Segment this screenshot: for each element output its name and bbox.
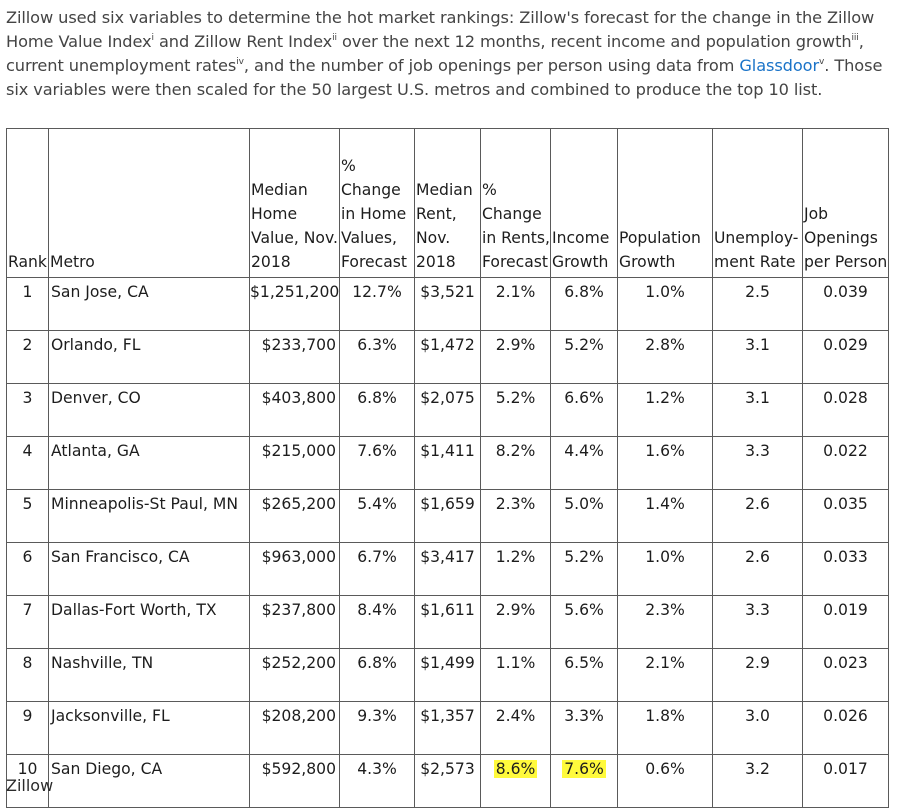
home-value-cell: $592,800 <box>250 755 340 808</box>
population-cell: 2.3% <box>618 596 713 649</box>
rent-change-cell: 2.1% <box>481 278 551 331</box>
population-cell: 2.1% <box>618 649 713 702</box>
metro-cell: San Jose, CA <box>49 278 250 331</box>
intro-paragraph <box>6 6 902 102</box>
unemployment-cell: 3.3 <box>713 437 803 490</box>
metro-cell: San Francisco, CA <box>49 543 250 596</box>
population-cell: 1.0% <box>618 278 713 331</box>
metro-cell: Minneapolis-St Paul, MN <box>49 490 250 543</box>
header-median-rent: Median Rent, Nov. 2018 <box>415 129 481 278</box>
rank-cell: 9 <box>7 702 49 755</box>
hot-markets-table <box>6 128 889 808</box>
rent-cell: $2,573 <box>415 755 481 808</box>
unemployment-cell: 2.6 <box>713 543 803 596</box>
rent-change-cell <box>481 755 551 808</box>
metro-cell: Dallas-Fort Worth, TX <box>49 596 250 649</box>
unemployment-cell: 3.1 <box>713 384 803 437</box>
income-cell: 4.4% <box>551 437 618 490</box>
footnote-ref-iv[interactable]: iv <box>236 57 244 67</box>
header-job-openings: Job Openings per Person <box>803 129 889 278</box>
income-cell: 6.6% <box>551 384 618 437</box>
rent-cell: $1,499 <box>415 649 481 702</box>
jobs-cell: 0.035 <box>803 490 889 543</box>
footnote-ref-i[interactable]: i <box>151 33 154 43</box>
home-value-cell: $1,251,200 <box>250 278 340 331</box>
table-row <box>7 490 889 543</box>
home-change-cell: 12.7% <box>340 278 415 331</box>
rent-change-cell: 1.2% <box>481 543 551 596</box>
unemployment-cell: 3.0 <box>713 702 803 755</box>
intro-text-4: , current unemployment rates <box>6 32 864 75</box>
rent-cell: $1,611 <box>415 596 481 649</box>
table-header-row <box>7 129 889 278</box>
rank-cell: 5 <box>7 490 49 543</box>
metro-cell: Denver, CO <box>49 384 250 437</box>
footnote-ref-iii[interactable]: iii <box>851 33 859 43</box>
highlighted-rent-change: 8.6% <box>495 760 536 778</box>
intro-text-2: and Zillow Rent Index <box>153 32 333 51</box>
income-cell <box>551 755 618 808</box>
home-value-cell: $252,200 <box>250 649 340 702</box>
jobs-cell: 0.029 <box>803 331 889 384</box>
table-row <box>7 278 889 331</box>
home-value-cell: $403,800 <box>250 384 340 437</box>
table-row <box>7 596 889 649</box>
population-cell: 1.8% <box>618 702 713 755</box>
unemployment-cell: 3.3 <box>713 596 803 649</box>
metro-cell: Jacksonville, FL <box>49 702 250 755</box>
header-income-growth: Income Growth <box>551 129 618 278</box>
home-value-cell: $233,700 <box>250 331 340 384</box>
income-cell: 5.0% <box>551 490 618 543</box>
home-value-cell: $265,200 <box>250 490 340 543</box>
home-value-cell: $215,000 <box>250 437 340 490</box>
rent-change-cell: 2.4% <box>481 702 551 755</box>
table-row <box>7 649 889 702</box>
header-rent-change: % Change in Rents, Forecast <box>481 129 551 278</box>
header-population-growth: Population Growth <box>618 129 713 278</box>
metro-cell: San Diego, CA <box>49 755 250 808</box>
home-change-cell: 6.8% <box>340 384 415 437</box>
rent-cell: $1,659 <box>415 490 481 543</box>
unemployment-cell: 3.2 <box>713 755 803 808</box>
rent-change-cell: 2.3% <box>481 490 551 543</box>
metro-cell: Atlanta, GA <box>49 437 250 490</box>
home-change-cell: 7.6% <box>340 437 415 490</box>
rent-change-cell: 2.9% <box>481 331 551 384</box>
home-value-cell: $963,000 <box>250 543 340 596</box>
income-cell: 5.2% <box>551 543 618 596</box>
unemployment-cell: 3.1 <box>713 331 803 384</box>
glassdoor-link[interactable]: Glassdoor <box>739 56 820 75</box>
metro-cell: Nashville, TN <box>49 649 250 702</box>
rent-change-cell: 1.1% <box>481 649 551 702</box>
rent-change-cell: 2.9% <box>481 596 551 649</box>
jobs-cell: 0.028 <box>803 384 889 437</box>
home-change-cell: 6.8% <box>340 649 415 702</box>
jobs-cell: 0.022 <box>803 437 889 490</box>
rent-cell: $2,075 <box>415 384 481 437</box>
income-cell: 6.8% <box>551 278 618 331</box>
jobs-cell: 0.033 <box>803 543 889 596</box>
jobs-cell: 0.023 <box>803 649 889 702</box>
rank-cell: 6 <box>7 543 49 596</box>
header-median-home-value: Median Home Value, Nov. 2018 <box>250 129 340 278</box>
highlighted-income-growth: 7.6% <box>564 760 604 778</box>
home-change-cell: 5.4% <box>340 490 415 543</box>
home-change-cell: 8.4% <box>340 596 415 649</box>
footnote-ref-ii[interactable]: ii <box>332 33 337 43</box>
home-change-cell: 6.7% <box>340 543 415 596</box>
rent-change-cell: 5.2% <box>481 384 551 437</box>
jobs-cell: 0.039 <box>803 278 889 331</box>
rank-cell: 8 <box>7 649 49 702</box>
rank-cell: 10 <box>7 755 49 808</box>
jobs-cell: 0.026 <box>803 702 889 755</box>
home-change-cell: 6.3% <box>340 331 415 384</box>
rank-cell: 4 <box>7 437 49 490</box>
rent-cell: $1,472 <box>415 331 481 384</box>
footnote-ref-v[interactable]: v <box>819 57 825 67</box>
population-cell: 0.6% <box>618 755 713 808</box>
header-home-value-change: % Change in Home Values, Forecast <box>340 129 415 278</box>
rank-cell: 3 <box>7 384 49 437</box>
home-change-cell: 9.3% <box>340 702 415 755</box>
intro-text-6: . Those six variables were then scaled for the 50 largest U.S. metros and combined to produce the top 10 list. <box>6 56 883 99</box>
header-rank: Rank <box>7 129 49 278</box>
population-cell: 1.2% <box>618 384 713 437</box>
table-row <box>7 702 889 755</box>
unemployment-cell: 2.9 <box>713 649 803 702</box>
intro-text-1: Zillow used six variables to determine the hot market rankings: Zillow's forecast for the change in the Zillow Home Value Index <box>6 8 875 51</box>
income-cell: 6.5% <box>551 649 618 702</box>
population-cell: 1.4% <box>618 490 713 543</box>
table-row <box>7 384 889 437</box>
table-row <box>7 437 889 490</box>
jobs-cell: 0.017 <box>803 755 889 808</box>
rent-change-cell: 8.2% <box>481 437 551 490</box>
population-cell: 1.6% <box>618 437 713 490</box>
income-cell: 5.6% <box>551 596 618 649</box>
intro-text-3: over the next 12 months, recent income and population growth <box>336 32 852 51</box>
rank-cell: 2 <box>7 331 49 384</box>
home-value-cell: $237,800 <box>250 596 340 649</box>
unemployment-cell: 2.5 <box>713 278 803 331</box>
rent-cell: $3,417 <box>415 543 481 596</box>
rent-cell: $3,521 <box>415 278 481 331</box>
rent-cell: $1,411 <box>415 437 481 490</box>
header-metro: Metro <box>49 129 250 278</box>
home-value-cell: $208,200 <box>250 702 340 755</box>
home-change-cell: 4.3% <box>340 755 415 808</box>
rank-cell: 1 <box>7 278 49 331</box>
income-cell: 3.3% <box>551 702 618 755</box>
population-cell: 1.0% <box>618 543 713 596</box>
unemployment-cell: 2.6 <box>713 490 803 543</box>
intro-text-5: , and the number of job openings per person using data from <box>243 56 740 75</box>
table-row <box>7 755 889 808</box>
table-row <box>7 331 889 384</box>
jobs-cell: 0.019 <box>803 596 889 649</box>
income-cell: 5.2% <box>551 331 618 384</box>
table-row <box>7 543 889 596</box>
source-credit: Zillow <box>6 776 54 795</box>
metro-cell: Orlando, FL <box>49 331 250 384</box>
rent-cell: $1,357 <box>415 702 481 755</box>
header-unemployment-rate: Unemploy-ment Rate <box>713 129 803 278</box>
rank-cell: 7 <box>7 596 49 649</box>
population-cell: 2.8% <box>618 331 713 384</box>
